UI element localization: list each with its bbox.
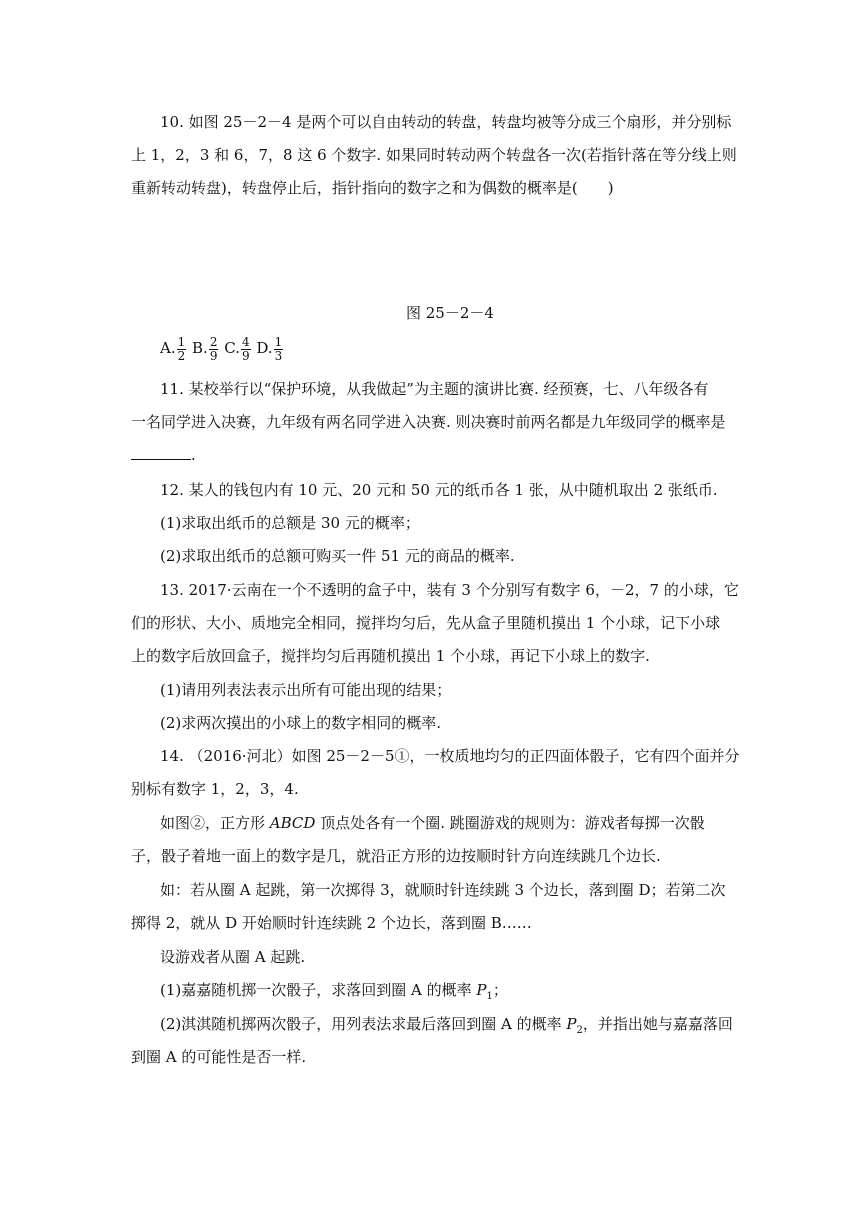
q13-line-1: 13. 2017·云南在一个不透明的盒子中，装有 3 个分别写有数字 6，－2，7 的小球，它 [160,581,739,599]
q14-sub-2-line-2: 到圈 A 的可能性是否一样. [131,1048,307,1066]
q13-sub-1: (1)请用列表法表示出所有可能出现的结果； [160,681,452,699]
q10-line-1: 10. 如图 25－2－4 是两个可以自由转动的转盘，转盘均被等分成三个扇形，并分别标 [160,113,732,131]
q14-paragraph-4: 设游戏者从圈 A 起跳. [160,948,306,966]
answer-blank [131,445,191,460]
q11-line-3: . [131,445,196,465]
q13-sub-2: (2)求两次摸出的小球上的数字相同的概率. [160,714,442,732]
q10-line-3: 重新转动转盘)，转盘停止后，指针指向的数字之和为偶数的概率是( ) [131,179,614,197]
q13-line-3: 上的数字后放回盒子，搅拌均匀后再随机摸出 1 个小球，再记下小球上的数字. [131,647,650,665]
fraction: $\frac{2}{9}$ [209,334,218,363]
q10-line-2: 上 1，2，3 和 6，7，8 这 6 个数字. 如果同时转动两个转盘各一次(若指针落在等分线上则 [131,146,737,164]
q14-paragraph-2-line-2: 子，骰子着地一面上的数字是几，就沿正方形的边按顺时针方向连续跳几个边长. [131,847,661,865]
q12-sub-1: (1)求取出纸币的总额是 30 元的概率； [160,514,420,532]
option-d: D. $\frac{1}{3}$ [256,334,283,363]
q12-line-1: 12. 某人的钱包内有 10 元、20 元和 50 元的纸币各 1 张，从中随机取出 2 张纸币. [160,481,718,499]
fraction: $\frac{1}{2}$ [177,334,186,363]
q14-paragraph-2: 如图②，正方形 ABCD 顶点处各有一个圈. 跳圈游戏的规则为：游戏者每掷一次骰 [160,814,705,832]
q12-sub-2: (2)求取出纸币的总额可购买一件 51 元的商品的概率. [160,547,515,565]
q13-line-2: 们的形状、大小、质地完全相同，搅拌均匀后，先从盒子里随机摸出 1 个小球，记下小球 [131,614,721,632]
q14-paragraph-3-line-2: 掷得 2，就从 D 开始顺时针连续跳 2 个边长，落到圈 B…… [131,914,532,932]
q14-line-1: 14. （2016·河北）如图 25－2－5①，一枚质地均匀的正四面体骰子，它有四个面并分 [160,747,740,765]
q14-sub-1: (1)嘉嘉随机掷一次骰子，求落回到圈 A 的概率 $P_1$； [160,981,508,1002]
q14-line-2: 别标有数字 1，2，3，4. [131,780,299,798]
q14-paragraph-3: 如：若从圈 A 起跳，第一次掷得 3，就顺时针连续跳 3 个边长，落到圈 D；若第二次 [160,881,726,899]
option-a: A. $\frac{1}{2}$ [160,334,186,363]
fraction: $\frac{1}{3}$ [274,334,283,363]
option-b: B. $\frac{2}{9}$ [192,334,218,363]
option-c: C. $\frac{4}{9}$ [224,334,250,363]
q10-options [160,333,284,363]
q14-sub-2: (2)淇淇随机掷两次骰子，用列表法求最后落回到圈 A 的概率 $P_2$，并指出她与嘉嘉落回 [160,1015,733,1036]
figure-caption: 图 25－2－4 [406,304,494,322]
fraction: $\frac{4}{9}$ [241,334,250,363]
q11-line-2: 一名同学进入决赛，九年级有两名同学进入决赛. 则决赛时前两名都是九年级同学的概率是 [131,413,726,431]
q11-line-1: 11. 某校举行以“保护环境，从我做起”为主题的演讲比赛. 经预赛，七、八年级各有 [160,380,709,398]
